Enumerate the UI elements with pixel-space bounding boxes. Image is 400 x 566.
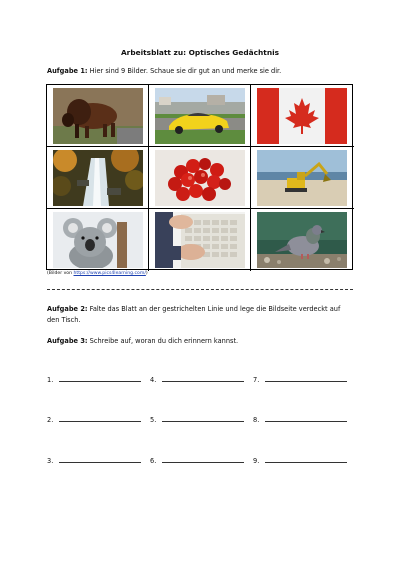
answer-number: 8.: [253, 416, 260, 424]
image-cell: [149, 209, 251, 271]
image-cell: [251, 209, 354, 271]
canada-flag-photo: [257, 88, 347, 144]
koala-photo: [53, 212, 143, 268]
answer-line[interactable]: [59, 375, 141, 382]
pigeon-photo: [257, 212, 347, 268]
answer-row: [47, 415, 357, 427]
credit-link[interactable]: https://www.pics4learning.com/: [73, 271, 146, 276]
answer-number: 3.: [47, 457, 54, 465]
answer-field[interactable]: [253, 415, 347, 424]
answer-line[interactable]: [162, 456, 244, 463]
answer-field[interactable]: [150, 456, 244, 465]
answer-line[interactable]: [59, 415, 141, 422]
image-cell: [47, 85, 149, 147]
waterfall-photo: [53, 150, 143, 206]
answer-field[interactable]: [253, 456, 347, 465]
answer-number: 6.: [150, 457, 157, 465]
task-1: [47, 66, 357, 77]
fold-dashed-line: [47, 289, 353, 290]
answer-number: 1.: [47, 376, 54, 384]
image-cell: [47, 147, 149, 209]
image-cell: [251, 147, 354, 209]
bison-photo: [53, 88, 143, 144]
answer-number: 2.: [47, 416, 54, 424]
task-1-text: Hier sind 9 Bilder. Schaue sie dir gut an und merke sie dir.: [89, 67, 282, 75]
excavator-beach-photo: [257, 150, 347, 206]
image-cell: [47, 209, 149, 271]
credit-prefix: (Bilder von: [47, 271, 74, 276]
task-2-text: Falte das Blatt an der gestrichelten Linie und lege die Bildseite verdeckt auf den Tisch.: [47, 305, 341, 324]
keyboard-typing-photo: [155, 212, 245, 268]
answer-number: 9.: [253, 457, 260, 465]
image-grid: [46, 84, 353, 270]
image-cell: [251, 85, 354, 147]
task-3: [47, 336, 347, 347]
answer-line[interactable]: [265, 375, 347, 382]
answer-row: [47, 375, 357, 387]
task-2: [47, 304, 347, 326]
answer-number: 4.: [150, 376, 157, 384]
answer-field[interactable]: [47, 375, 141, 384]
answer-field[interactable]: [47, 456, 141, 465]
image-cell: [149, 147, 251, 209]
tomatoes-photo: [155, 150, 245, 206]
answer-row: [47, 456, 357, 468]
answer-line[interactable]: [59, 456, 141, 463]
credit-suffix: ): [145, 271, 148, 276]
answer-field[interactable]: [253, 375, 347, 384]
task-2-label: Aufgabe 2:: [47, 305, 88, 313]
answer-number: 5.: [150, 416, 157, 424]
answer-line[interactable]: [265, 415, 347, 422]
task-3-text: Schreibe auf, woran du dich erinnern kannst.: [89, 337, 239, 345]
answer-field[interactable]: [150, 375, 244, 384]
answer-number: 7.: [253, 376, 260, 384]
answer-field[interactable]: [47, 415, 141, 424]
task-3-label: Aufgabe 3:: [47, 337, 88, 345]
image-credit: [47, 271, 148, 276]
answer-line[interactable]: [162, 415, 244, 422]
task-1-label: Aufgabe 1:: [47, 67, 88, 75]
yellow-car-photo: [155, 88, 245, 144]
image-cell: [149, 85, 251, 147]
answer-line[interactable]: [162, 375, 244, 382]
worksheet-title: Arbeitsblatt zu: Optisches Gedächtnis: [120, 48, 280, 57]
answer-field[interactable]: [150, 415, 244, 424]
answer-line[interactable]: [265, 456, 347, 463]
